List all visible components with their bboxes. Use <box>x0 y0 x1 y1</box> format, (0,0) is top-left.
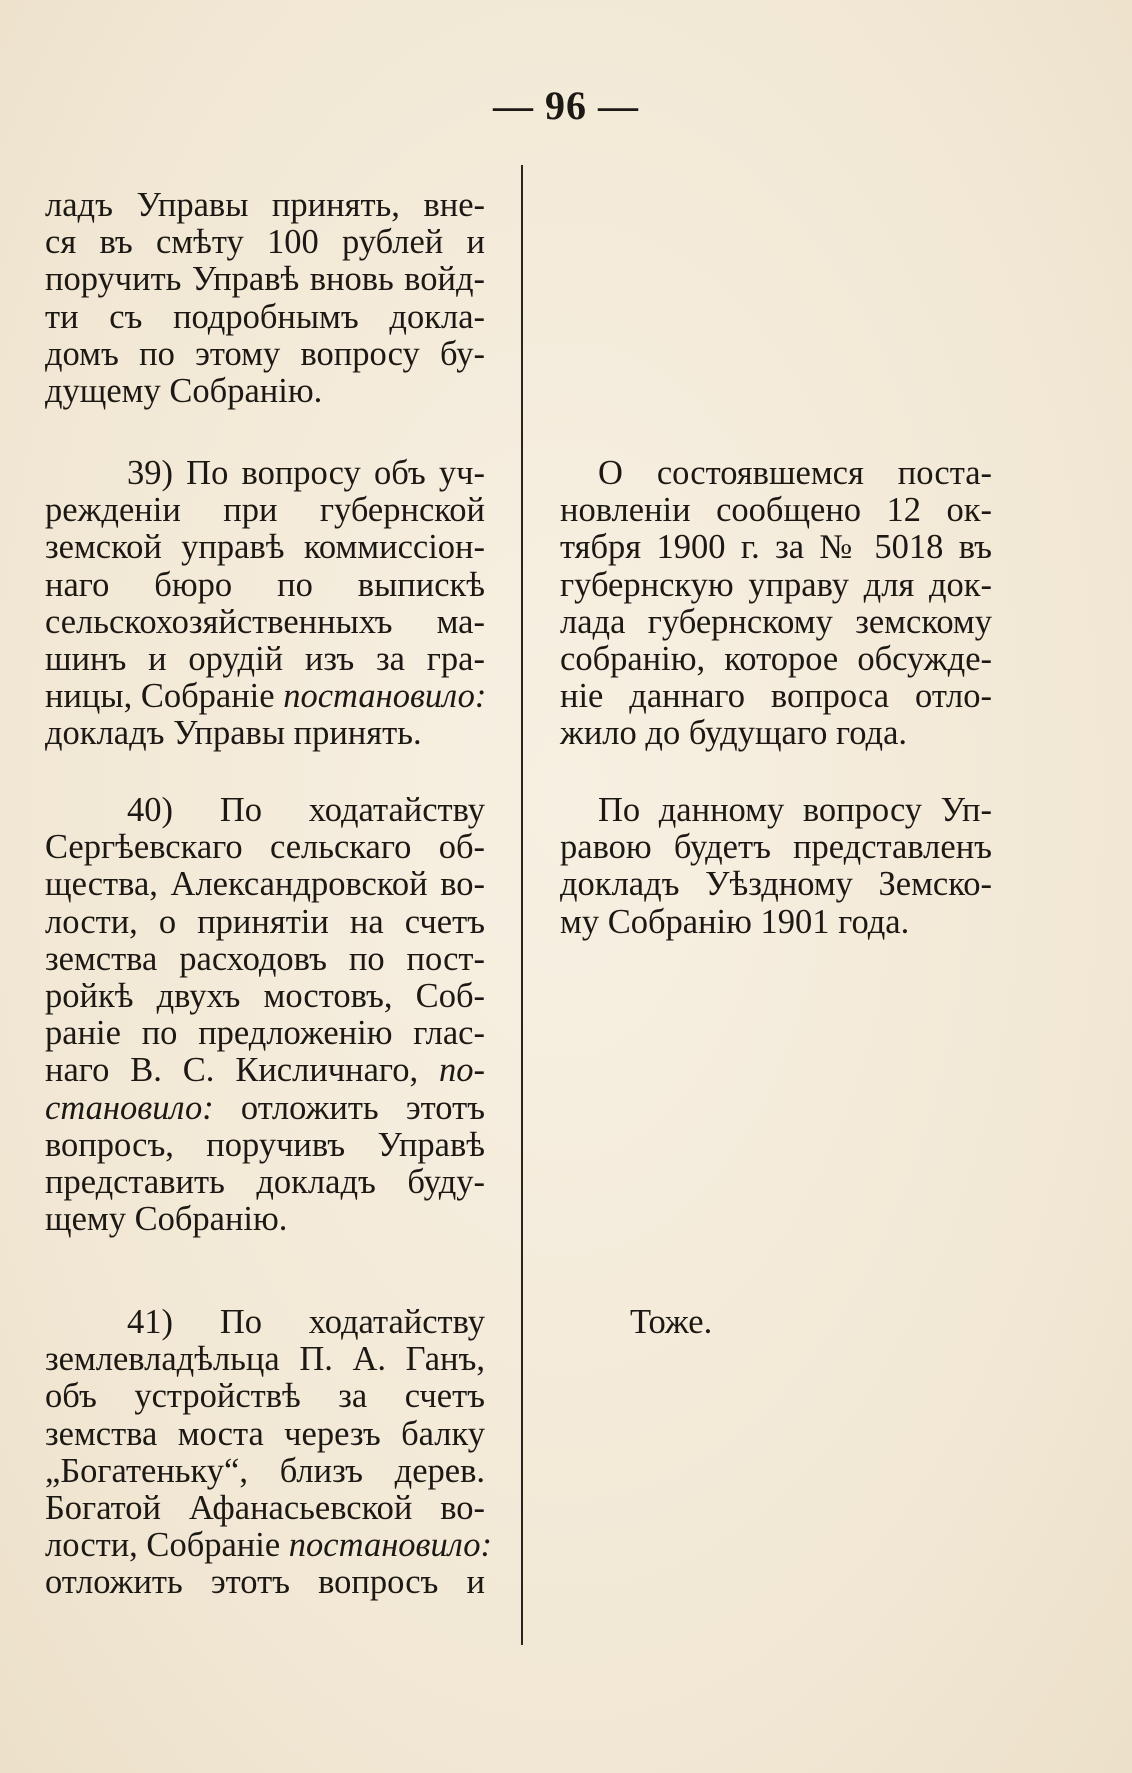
text-line: О состоявшемся поста- <box>598 454 992 492</box>
text-line: новленіи сообщено 12 ок- <box>560 491 992 530</box>
column-divider <box>521 165 523 1645</box>
text-line: земской управѣ коммиссіон- <box>45 528 485 567</box>
text-line: собранію, которое обсужде- <box>560 639 992 678</box>
text-line: наго В. С. Кисличнаго, по- <box>45 1051 485 1090</box>
text-line: Сергѣевскаго сельскаго об- <box>45 828 485 867</box>
text-line: докладъ Уѣздному Земско- <box>560 865 992 904</box>
text-line: лости, о принятіи на счетъ <box>45 902 485 941</box>
item-39-paragraph <box>45 455 485 753</box>
text-line: земства моста черезъ балку <box>45 1414 485 1453</box>
text-line: щества, Александровской во- <box>45 865 485 904</box>
text-line: 39) По вопросу объ уч- <box>127 454 485 492</box>
text-line: ройкѣ двухъ мостовъ, Соб- <box>45 976 485 1015</box>
continuation-paragraph <box>45 187 485 410</box>
text-line: лада губернскому земскому <box>560 602 992 641</box>
text-line: Тоже. <box>630 1303 713 1341</box>
text-line: ти съ подробнымъ докла- <box>45 297 485 336</box>
text-line: По данному вопросу Уп- <box>598 791 992 829</box>
text-line: ся въ смѣту 100 рублей и <box>45 223 485 262</box>
text-line: губернскую управу для док- <box>560 565 992 604</box>
same-note <box>560 1304 992 1341</box>
text-line: 40) По ходатайству <box>127 791 485 829</box>
text-line: землевладѣльца П. А. Ганъ, <box>45 1340 485 1379</box>
text-line: „Богатеньку“, близъ дерев. <box>45 1451 485 1490</box>
text-line: шинъ и орудій изъ за гра- <box>45 639 485 678</box>
item-40-paragraph <box>45 792 485 1238</box>
text-line: представить докладъ буду- <box>45 1162 485 1201</box>
text-line: режденіи при губернской <box>45 491 485 530</box>
text-line: ладъ Управы принять, вне- <box>45 186 485 224</box>
resolution-paragraph <box>560 455 992 753</box>
text-line: дущему Собранію. <box>45 371 323 410</box>
text-line: равою будетъ представленъ <box>560 828 992 867</box>
item-41-paragraph <box>45 1303 492 1602</box>
text-line: щему Собранію. <box>45 1200 288 1239</box>
page-number: — 96 — <box>493 83 639 128</box>
text-line: му Собранію 1901 года. <box>560 902 910 941</box>
text-line: Богатой Афанасьевской во- <box>45 1488 485 1527</box>
text-line: тября 1900 г. за № 5018 въ <box>560 528 992 567</box>
text-line: наго бюро по выпискѣ <box>45 565 485 604</box>
text-line: докладъ Управы принять. <box>45 714 422 753</box>
text-line: домъ по этому вопросу бу- <box>45 334 485 373</box>
text-line: лости, Собраніе постановило: <box>45 1526 492 1565</box>
text-line: отложить этотъ вопросъ и <box>45 1563 485 1602</box>
text-line: становило: отложить этотъ <box>45 1088 485 1127</box>
text-line: сельскохозяйственныхъ ма- <box>45 602 485 641</box>
text-line: объ устройствѣ за счетъ <box>45 1377 485 1416</box>
text-line: раніе по предложенію глас- <box>45 1014 485 1053</box>
text-line: ницы, Собраніе постановило: <box>45 677 487 716</box>
text-line: жило до будущаго года. <box>560 714 908 753</box>
text-line: ніе даннаго вопроса отло- <box>560 677 992 716</box>
text-line: земства расходовъ по пост- <box>45 939 485 978</box>
report-paragraph <box>560 792 992 941</box>
text-line: 41) По ходатайству <box>127 1303 485 1341</box>
text-line: поручить Управѣ вновь войд- <box>45 260 485 299</box>
text-line: вопросъ, поручивъ Управѣ <box>45 1125 485 1164</box>
